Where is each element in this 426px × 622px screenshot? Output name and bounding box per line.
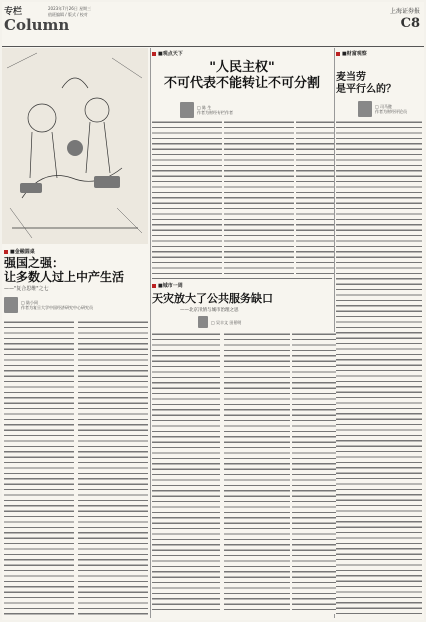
- author-avatar: [198, 316, 208, 328]
- center-bottom-author: □ 吴丰文 田景明: [211, 319, 242, 325]
- section-marker-icon: [336, 52, 340, 56]
- section-divider: [152, 278, 332, 279]
- left-author-name: □ 陆小同: [21, 300, 39, 305]
- center-column-label-text: ■观点天下: [158, 51, 183, 57]
- center-body-column-2: [224, 120, 294, 274]
- center-bottom-author-block: [198, 315, 268, 329]
- author-avatar: [358, 101, 372, 117]
- left-author-block: [4, 296, 152, 314]
- left-body-column-2: [78, 320, 148, 616]
- left-column-label: [4, 248, 35, 255]
- brand-cn: 专栏: [4, 7, 23, 17]
- center-column-label: [152, 50, 183, 57]
- center-author-block: [180, 102, 240, 118]
- right-author-note: 作者为财经评论员: [375, 109, 407, 114]
- editorial-illustration: [2, 48, 148, 244]
- author-avatar: [4, 297, 18, 313]
- paper-name: 上海证券报: [389, 8, 420, 15]
- center-author-note: 作者为财经专栏作者: [197, 110, 233, 115]
- section-marker-icon: [152, 284, 156, 288]
- center-author-name: □ 陈 生: [197, 105, 212, 110]
- center-bottom-headline: 天灾放大了公共服务缺口: [152, 292, 273, 305]
- left-body-column-1: [4, 320, 74, 616]
- right-headline: 麦当劳 是平行么的？: [336, 72, 396, 95]
- brand-en: Column: [4, 16, 70, 34]
- center-bottom-body-column-1: [224, 332, 290, 614]
- center-body-column-3: [296, 120, 334, 274]
- center-bottom-subtitle: ——北京汛情与城市治理之思: [180, 308, 239, 313]
- right-column-label: [336, 50, 367, 57]
- masthead: [2, 2, 424, 46]
- left-column-label-text: ■金融圆桌: [10, 249, 35, 255]
- newspaper-page: [2, 2, 424, 620]
- page-number: C8: [400, 16, 420, 31]
- center-bottom-body-column-0: [152, 332, 220, 614]
- issue-info: [48, 6, 278, 18]
- left-subtitle: ——"复合思维"之七: [4, 286, 49, 292]
- issue-editors: 值班编辑 / 版式 / 校对: [48, 12, 88, 17]
- left-headline: 强国之强： 让多数人过上中产生活: [4, 256, 125, 284]
- author-avatar: [180, 102, 194, 118]
- right-column-label-text: ■财富观察: [342, 51, 367, 57]
- masthead-divider: [2, 46, 424, 47]
- right-author-name: □ 司马懿: [375, 104, 393, 109]
- right-author-block: [358, 100, 422, 118]
- section-marker-icon: [152, 52, 156, 56]
- center-headline: "人民主权" 不可代表不能转让不可分割: [163, 60, 320, 91]
- center-bottom-column-label: [152, 282, 183, 289]
- left-author-note: 作者为复旦大学中国经济研究中心研究员: [21, 305, 93, 310]
- section-marker-icon: [4, 250, 8, 254]
- column-divider: [150, 48, 151, 618]
- center-bottom-column-label-text: ■城市一周: [158, 283, 183, 289]
- center-body-column-1: [152, 120, 222, 274]
- issue-date: 2023年7月26日 星期三: [48, 6, 92, 11]
- right-body-column: [336, 120, 422, 614]
